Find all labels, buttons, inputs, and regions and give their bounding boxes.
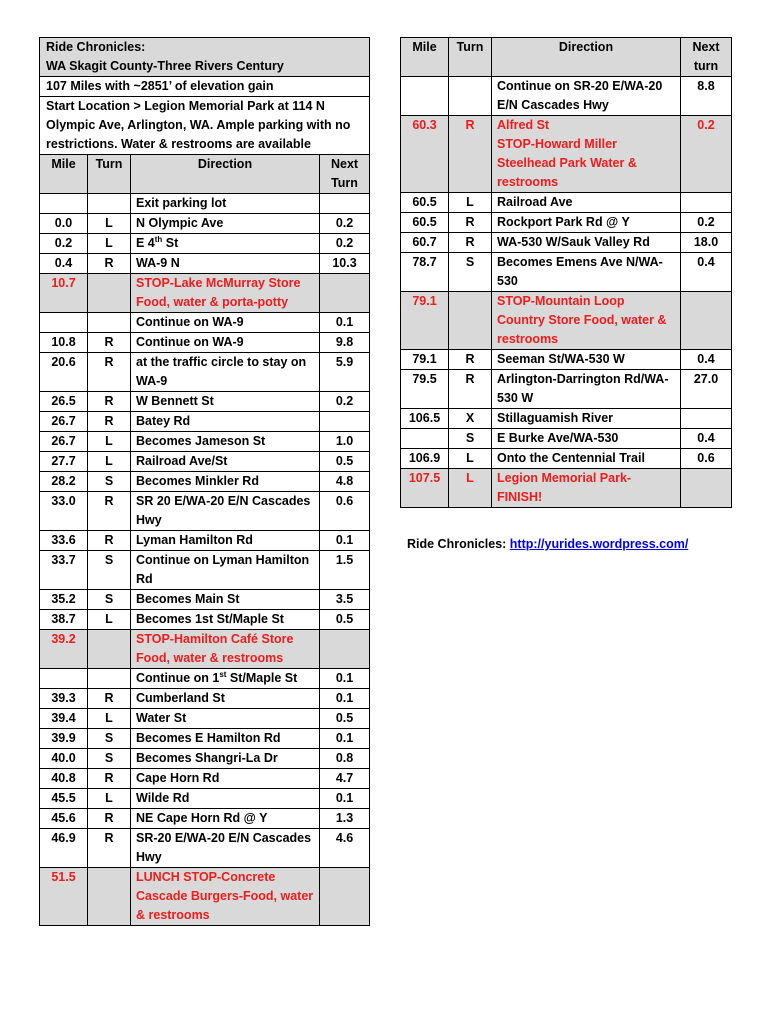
cue-turn: L (449, 469, 492, 508)
cue-next-turn: 0.2 (320, 234, 370, 254)
cue-next-turn: 1.3 (320, 809, 370, 829)
cue-mile: 33.0 (40, 492, 88, 531)
cue-direction (131, 492, 320, 531)
direction-text: Becomes Jameson St (136, 434, 266, 448)
cue-next-turn: 0.4 (681, 429, 732, 449)
cue-direction (492, 429, 681, 449)
cue-next-turn: 0.6 (681, 449, 732, 469)
cue-turn: R (88, 689, 131, 709)
cue-direction (131, 452, 320, 472)
cue-row (40, 551, 370, 590)
cue-direction (492, 233, 681, 253)
cue-next-turn (320, 194, 370, 214)
footer (407, 537, 688, 551)
header-turn: Turn (449, 38, 492, 77)
cue-next-turn: 8.8 (681, 77, 732, 116)
cue-mile: 33.7 (40, 551, 88, 590)
cue-next-turn: 0.2 (681, 116, 732, 193)
cue-next-turn: 1.0 (320, 432, 370, 452)
cue-next-turn (320, 412, 370, 432)
cue-turn (88, 194, 131, 214)
cue-next-turn: 0.5 (320, 452, 370, 472)
stop-row (401, 116, 732, 193)
cue-direction (131, 333, 320, 353)
cue-mile: 0.2 (40, 234, 88, 254)
direction-text: Arlington-Darrington Rd/WA-530 W (497, 372, 669, 405)
cue-row (40, 492, 370, 531)
cue-direction (492, 213, 681, 233)
ordinal-suffix: th (154, 234, 163, 244)
cue-mile (40, 669, 88, 689)
cue-mile: 60.5 (401, 193, 449, 213)
cue-next-turn (681, 193, 732, 213)
cue-mile: 26.5 (40, 392, 88, 412)
cue-turn: L (88, 432, 131, 452)
cue-direction (492, 253, 681, 292)
header-direction: Direction (131, 155, 320, 194)
cue-row (40, 669, 370, 689)
cue-mile: 79.5 (401, 370, 449, 409)
header-direction: Direction (492, 38, 681, 77)
direction-text: Becomes Emens Ave N/WA-530 (497, 255, 663, 288)
stop-row (401, 469, 732, 508)
cue-direction (492, 292, 681, 350)
cue-direction (131, 412, 320, 432)
header-next-turn: Next turn (681, 38, 732, 77)
direction-text: STOP-Lake McMurray Store Food, water & porta-potty (136, 276, 301, 309)
cue-mile: 45.6 (40, 809, 88, 829)
cue-direction (131, 254, 320, 274)
distance-text: 107 Miles with ~2851’ of elevation gain (40, 77, 370, 97)
cue-next-turn: 0.4 (681, 253, 732, 292)
cue-direction (492, 370, 681, 409)
direction-text: Continue on SR-20 E/WA-20 E/N Cascades Hwy (497, 79, 663, 112)
cue-mile (40, 194, 88, 214)
cue-mile: 79.1 (401, 350, 449, 370)
header-mile: Mile (401, 38, 449, 77)
cue-direction (131, 769, 320, 789)
cue-row (40, 254, 370, 274)
cue-row (401, 409, 732, 429)
cue-direction (131, 274, 320, 313)
cue-next-turn: 27.0 (681, 370, 732, 409)
cue-turn (88, 868, 131, 926)
cue-next-turn: 0.5 (320, 709, 370, 729)
cue-mile: 39.3 (40, 689, 88, 709)
direction-text: Becomes E Hamilton Rd (136, 731, 281, 745)
direction-text-rest: St/Maple St (226, 671, 298, 685)
cue-mile: 40.8 (40, 769, 88, 789)
cue-direction (131, 194, 320, 214)
cue-row (40, 729, 370, 749)
cue-next-turn (320, 274, 370, 313)
ride-name: WA Skagit County-Three Rivers Century (46, 59, 284, 73)
direction-text: STOP-Mountain Loop Country Store Food, water & restrooms (497, 294, 667, 346)
cue-mile: 45.5 (40, 789, 88, 809)
cue-mile: 10.8 (40, 333, 88, 353)
direction-text: STOP-Hamilton Café Store Food, water & restrooms (136, 632, 294, 665)
cue-direction (131, 809, 320, 829)
cue-turn: R (88, 392, 131, 412)
cue-next-turn: 0.1 (320, 531, 370, 551)
cue-direction (131, 630, 320, 669)
cue-row (401, 77, 732, 116)
cue-row (40, 590, 370, 610)
cue-next-turn: 0.8 (320, 749, 370, 769)
direction-text: Alfred St (497, 118, 550, 132)
cue-mile (401, 77, 449, 116)
cue-row (40, 353, 370, 392)
cue-mile: 106.9 (401, 449, 449, 469)
cue-direction (131, 868, 320, 926)
cue-direction (131, 551, 320, 590)
cue-turn: L (449, 449, 492, 469)
cue-turn: R (88, 829, 131, 868)
direction-text: Railroad Ave/St (136, 454, 228, 468)
cue-turn: S (449, 253, 492, 292)
direction-text: Becomes Shangri-La Dr (136, 751, 278, 765)
cue-mile: 10.7 (40, 274, 88, 313)
cue-mile: 106.5 (401, 409, 449, 429)
cue-row (40, 452, 370, 472)
direction-text: Seeman St/WA-530 W (497, 352, 625, 366)
cue-turn: R (449, 233, 492, 253)
cue-mile: 60.7 (401, 233, 449, 253)
start-location-text: Start Location > Legion Memorial Park at 114 N Olympic Ave, Arlington, WA. Ample parking with no restrictions. Water & restrooms are available (40, 97, 370, 155)
cue-turn: R (449, 370, 492, 409)
cue-next-turn: 3.5 (320, 590, 370, 610)
cue-row (401, 370, 732, 409)
cue-row (40, 194, 370, 214)
cue-row (401, 253, 732, 292)
cue-turn (449, 77, 492, 116)
cue-turn (88, 630, 131, 669)
cue-next-turn: 9.8 (320, 333, 370, 353)
cue-next-turn: 0.2 (320, 392, 370, 412)
cue-turn: S (88, 729, 131, 749)
cue-direction (131, 729, 320, 749)
cue-next-turn: 0.2 (681, 213, 732, 233)
direction-text: at the traffic circle to stay on WA-9 (136, 355, 307, 388)
cue-mile: 35.2 (40, 590, 88, 610)
cue-turn (449, 292, 492, 350)
direction-text: Continue on 1 (136, 671, 220, 685)
cue-turn: L (88, 610, 131, 630)
cue-turn: L (88, 234, 131, 254)
direction-text: Onto the Centennial Trail (497, 451, 645, 465)
cue-turn: R (88, 412, 131, 432)
cue-turn: R (88, 492, 131, 531)
start-location-row (40, 97, 370, 155)
cue-next-turn: 4.7 (320, 769, 370, 789)
cue-row (40, 769, 370, 789)
cue-row (40, 214, 370, 234)
cue-turn: R (449, 116, 492, 193)
cue-turn: X (449, 409, 492, 429)
cue-direction (492, 350, 681, 370)
direction-text: SR 20 E/WA-20 E/N Cascades Hwy (136, 494, 311, 527)
stop-row (40, 274, 370, 313)
cue-mile: 26.7 (40, 412, 88, 432)
direction-text: Lyman Hamilton Rd (136, 533, 253, 547)
cue-row (40, 749, 370, 769)
cue-turn: R (88, 333, 131, 353)
cue-mile (40, 313, 88, 333)
cue-row (40, 234, 370, 254)
direction-text: Batey Rd (136, 414, 191, 428)
cue-direction (492, 193, 681, 213)
direction-text: N Olympic Ave (136, 216, 224, 230)
cue-row (40, 392, 370, 412)
left-header-row (40, 155, 370, 194)
header-next-turn: Next Turn (320, 155, 370, 194)
cue-row (401, 350, 732, 370)
direction-text: Continue on WA-9 (136, 335, 244, 349)
cue-next-turn: 0.5 (320, 610, 370, 630)
cue-next-turn (681, 469, 732, 508)
ordinal-suffix: st (219, 669, 227, 679)
cue-direction (131, 709, 320, 729)
cue-mile: 33.6 (40, 531, 88, 551)
direction-text: WA-9 N (136, 256, 180, 270)
direction-text: E 4 (136, 236, 155, 250)
cue-row (401, 449, 732, 469)
cue-row (401, 233, 732, 253)
cue-turn: S (88, 472, 131, 492)
cue-next-turn: 0.1 (320, 789, 370, 809)
cue-next-turn: 18.0 (681, 233, 732, 253)
cue-turn: S (88, 749, 131, 769)
direction-text: NE Cape Horn Rd @ Y (136, 811, 268, 825)
cue-next-turn (320, 630, 370, 669)
cue-direction (492, 77, 681, 116)
cue-row (40, 412, 370, 432)
direction-text-rest: St (162, 236, 179, 250)
cue-mile (401, 429, 449, 449)
cue-next-turn: 1.5 (320, 551, 370, 590)
cue-mile: 60.3 (401, 116, 449, 193)
cue-turn: R (88, 353, 131, 392)
cue-direction (131, 353, 320, 392)
cue-row (40, 689, 370, 709)
cue-next-turn: 0.1 (320, 313, 370, 333)
direction-text: Becomes Minkler Rd (136, 474, 259, 488)
cue-direction (492, 409, 681, 429)
cue-row (40, 809, 370, 829)
cue-direction (131, 531, 320, 551)
cue-turn: R (449, 213, 492, 233)
cue-turn: R (88, 769, 131, 789)
cue-direction (131, 689, 320, 709)
cue-next-turn: 0.2 (320, 214, 370, 234)
cue-next-turn: 0.6 (320, 492, 370, 531)
direction-text: Legion Memorial Park-FINISH! (497, 471, 632, 504)
cue-mile: 26.7 (40, 432, 88, 452)
cue-mile: 27.7 (40, 452, 88, 472)
cue-row (40, 610, 370, 630)
cue-mile: 51.5 (40, 868, 88, 926)
direction-text: Stillaguamish River (497, 411, 614, 425)
cue-direction (131, 669, 320, 689)
cue-next-turn: 5.9 (320, 353, 370, 392)
direction-text: Continue on Lyman Hamilton Rd (136, 553, 310, 586)
cue-next-turn: 0.1 (320, 689, 370, 709)
cue-direction (131, 392, 320, 412)
cue-row (40, 333, 370, 353)
left-cue-table (39, 37, 370, 926)
cue-turn: S (88, 551, 131, 590)
cue-mile: 107.5 (401, 469, 449, 508)
cue-next-turn: 0.1 (320, 729, 370, 749)
blog-link[interactable]: http://yurides.wordpress.com/ (509, 537, 689, 551)
direction-text: Cumberland St (136, 691, 225, 705)
cue-turn: L (88, 709, 131, 729)
header-turn: Turn (88, 155, 131, 194)
cue-mile: 39.2 (40, 630, 88, 669)
cue-turn: L (88, 789, 131, 809)
cue-row (401, 429, 732, 449)
stop-row (40, 868, 370, 926)
direction-text: Railroad Ave (497, 195, 573, 209)
cue-direction (131, 590, 320, 610)
cue-turn: R (88, 254, 131, 274)
cue-turn: R (449, 350, 492, 370)
direction-text: Wilde Rd (136, 791, 190, 805)
cue-direction (131, 313, 320, 333)
cue-next-turn: 0.4 (681, 350, 732, 370)
cue-mile: 38.7 (40, 610, 88, 630)
cue-next-turn (681, 409, 732, 429)
direction-text: Becomes 1st St/Maple St (136, 612, 284, 626)
direction-text: SR-20 E/WA-20 E/N Cascades Hwy (136, 831, 312, 864)
cue-direction (492, 469, 681, 508)
direction-text: E Burke Ave/WA-530 (497, 431, 619, 445)
cue-direction (492, 449, 681, 469)
cue-turn: S (88, 590, 131, 610)
right-header-row (401, 38, 732, 77)
stop-description: STOP-Howard Miller Steelhead Park Water & restrooms (497, 137, 637, 189)
cue-direction (131, 829, 320, 868)
cue-direction (131, 234, 320, 254)
cue-direction (492, 116, 681, 193)
cue-turn: R (88, 531, 131, 551)
direction-text: W Bennett St (136, 394, 214, 408)
cue-direction (131, 749, 320, 769)
cue-turn (88, 669, 131, 689)
cue-mile: 40.0 (40, 749, 88, 769)
cue-mile: 78.7 (401, 253, 449, 292)
cue-turn: L (88, 452, 131, 472)
direction-text: Exit parking lot (136, 196, 227, 210)
direction-text: Continue on WA-9 (136, 315, 244, 329)
cue-mile: 0.4 (40, 254, 88, 274)
cue-direction (131, 789, 320, 809)
cue-row (401, 213, 732, 233)
cue-mile: 79.1 (401, 292, 449, 350)
direction-text: Cape Horn Rd (136, 771, 220, 785)
cue-row (40, 789, 370, 809)
cue-next-turn: 4.6 (320, 829, 370, 868)
ride-chronicles-label: Ride Chronicles: (46, 40, 146, 54)
direction-text: Water St (136, 711, 187, 725)
right-cue-table (400, 37, 732, 508)
direction-text: Rockport Park Rd @ Y (497, 215, 630, 229)
cue-row (40, 472, 370, 492)
cue-mile: 28.2 (40, 472, 88, 492)
cue-turn (88, 274, 131, 313)
cue-mile: 0.0 (40, 214, 88, 234)
direction-text: Becomes Main St (136, 592, 240, 606)
footer-label: Ride Chronicles: (407, 537, 510, 551)
cue-mile: 46.9 (40, 829, 88, 868)
cue-turn: S (449, 429, 492, 449)
cue-next-turn: 10.3 (320, 254, 370, 274)
cue-mile: 60.5 (401, 213, 449, 233)
cue-turn (88, 313, 131, 333)
cue-direction (131, 432, 320, 452)
cue-next-turn: 4.8 (320, 472, 370, 492)
cue-turn: R (88, 809, 131, 829)
cue-mile: 39.4 (40, 709, 88, 729)
cue-row (40, 313, 370, 333)
cue-row (40, 829, 370, 868)
cue-mile: 39.9 (40, 729, 88, 749)
stop-row (401, 292, 732, 350)
cue-direction (131, 472, 320, 492)
cue-row (40, 432, 370, 452)
ride-title-row (40, 38, 370, 77)
cue-mile: 20.6 (40, 353, 88, 392)
cue-row (40, 709, 370, 729)
cue-row (40, 531, 370, 551)
direction-text: WA-530 W/Sauk Valley Rd (497, 235, 650, 249)
stop-row (40, 630, 370, 669)
cue-row (401, 193, 732, 213)
header-mile: Mile (40, 155, 88, 194)
direction-text: LUNCH STOP-Concrete Cascade Burgers-Food, water & restrooms (136, 870, 314, 922)
cue-turn: L (88, 214, 131, 234)
cue-next-turn (681, 292, 732, 350)
cue-direction (131, 214, 320, 234)
cue-direction (131, 610, 320, 630)
cue-next-turn: 0.1 (320, 669, 370, 689)
cue-turn: L (449, 193, 492, 213)
cue-next-turn (320, 868, 370, 926)
distance-row (40, 77, 370, 97)
